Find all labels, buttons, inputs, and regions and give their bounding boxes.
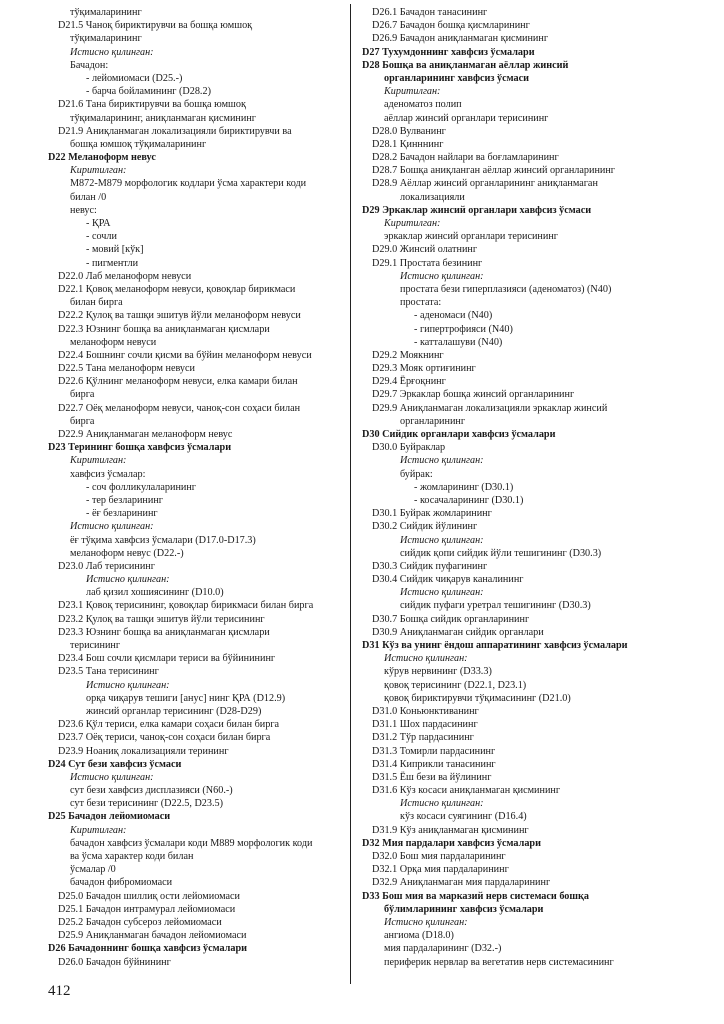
qualifier-label: Истисно қилинган: <box>86 679 170 691</box>
entry-line: D28.0 Вулванинг <box>372 125 446 137</box>
section-heading: D26 Бачадоннинг бошқа хавфсиз ўсмалари <box>48 943 248 955</box>
entry-line: эркаклар жинсий органлари терисининг <box>384 231 558 243</box>
entry-line: - соч фолликулаларининг <box>86 481 196 493</box>
section-heading: D29 Эркаклар жинсий органлари хавфсиз ўсмаси <box>362 204 592 216</box>
entry-line: билан /0 <box>70 191 107 203</box>
entry-line: мия пардаларининг (D32.-) <box>384 943 502 955</box>
entry-line: бирга <box>70 415 95 427</box>
entry-line: невус: <box>70 204 97 216</box>
qualifier-label: Истисно қилинган: <box>70 771 154 783</box>
entry-line: D29.4 Ёрғоқнинг <box>372 376 446 388</box>
entry-line: сийдик қопи сийдик йўли тешигининг (D30.3) <box>400 547 602 559</box>
entry-line: аёллар жинсий органлари терисининг <box>384 112 549 124</box>
entry-line: қовоқ бириктирувчи тўқимасининг (D21.0) <box>384 692 571 704</box>
entry-line: - катталашуви (N40) <box>414 336 503 348</box>
qualifier-label: Киритилган: <box>384 218 441 229</box>
qualifier-label: Истисно қилинган: <box>384 653 468 665</box>
entry-line: тўқималарининг <box>70 33 142 45</box>
entry-line: лаб қизил хошиясининг (D10.0) <box>86 587 224 599</box>
qualifier-label: Истисно қилинган: <box>400 798 484 810</box>
entry-line: - лейомиомаси (D25.-) <box>86 72 183 84</box>
entry-line: D30.9 Аниқланмаган сийдик органлари <box>372 626 544 638</box>
qualifier-label: Истисно қилинган: <box>400 534 484 546</box>
entry-line: D28.9 Аёллар жинсий органларининг аниқланмаган <box>372 178 598 190</box>
qualifier-label: Истисно қилинган: <box>400 270 484 282</box>
entry-line: бирга <box>70 389 95 401</box>
entry-line: D31.6 Кўз косаси аниқланмаган қисмининг <box>372 785 561 797</box>
entry-line: аденоматоз полип <box>384 99 462 111</box>
entry-line: жинсий органлар терисининг (D28-D29) <box>86 705 262 717</box>
entry-line: меланоформ невуси <box>70 336 157 348</box>
entry-line: D31.0 Коньюнктиванинг <box>372 705 479 717</box>
section-heading: D24 Сут бези хавфсиз ўсмаси <box>48 758 182 770</box>
entry-line: D29.3 Мояк ортиғининг <box>372 363 476 375</box>
entry-line: D25.1 Бачадон интрамурал лейомиомаси <box>58 903 236 915</box>
entry-line: - барча бойламининг (D28.2) <box>86 86 211 98</box>
entry-line: D22.4 Бошнинг сочли қисми ва бўйин меланоформ невуси <box>58 349 312 361</box>
entry-line: D32.9 Аниқланмаган мия пардаларининг <box>372 877 551 889</box>
entry-line: D25.2 Бачадон субсероз лейомиомаси <box>58 916 222 928</box>
entry-line: сийдик пуфаги уретрал тешигининг (D30.3) <box>400 600 591 612</box>
entry-line: D22.6 Қўлнинг меланоформ невуси, елка камари билан <box>58 376 298 388</box>
entry-line: сут бези терисининг (D22.5, D23.5) <box>70 798 224 810</box>
entry-line: D22.1 Қовоқ меланоформ невуси, қовоқлар бирикмаси <box>58 283 296 295</box>
entry-line: D22.5 Тана меланоформ невуси <box>58 363 195 375</box>
entry-line: сут бези хавфсиз дисплазияси (N60.-) <box>70 785 233 797</box>
entry-line: D29.9 Аниқланмаган локализацияли эркаклар жинсий <box>372 402 608 414</box>
section-heading: D27 Тухумдоннинг хавфсиз ўсмалари <box>362 46 535 58</box>
entry-line: D28.7 Бошқа аниқланган аёллар жинсий органларининг <box>372 165 615 177</box>
qualifier-label: Истисно қилинган: <box>86 574 170 586</box>
entry-line: D29.0 Жинсий олатнинг <box>372 244 478 256</box>
section-heading: D28 Бошқа ва аниқланмаган аёллар жинсий <box>362 59 569 71</box>
entry-line: D21.9 Аниқланмаган локализацияли бириктирувчи ва <box>58 125 292 137</box>
entry-line: - косачаларининг (D30.1) <box>414 494 524 506</box>
entry-line: D30.4 Сийдик чиқарув каналининг <box>372 574 524 586</box>
section-heading: D33 Бош мия ва марказий нерв системаси бошқа <box>362 890 589 902</box>
entry-line: D26.9 Бачадон аниқланмаган қисмининг <box>372 33 549 45</box>
entry-line: D30.1 Буйрак жомларининг <box>372 508 492 520</box>
entry-line: D25.9 Аниқланмаган бачадон лейомиомаси <box>58 930 247 942</box>
entry-line: D23.2 Қулоқ ва ташқи эшитув йўли терисининг <box>58 613 265 625</box>
entry-line: бошқа юмшоқ тўқималарининг <box>70 138 207 150</box>
entry-line: D23.7 Оёқ териси, чаноқ-сон соҳаси билан бирга <box>58 732 271 744</box>
qualifier-label: Истисно қилинган: <box>400 587 484 599</box>
entry-line: D29.7 Эркаклар бошқа жинсий органларининг <box>372 389 575 401</box>
entry-line: тўқималарининг <box>70 7 142 18</box>
entry-line: D30.0 Буйраклар <box>372 442 446 454</box>
entry-line: терисининг <box>70 640 121 651</box>
entry-line: D23.9 Ноаниқ локализацияли терининг <box>58 745 229 757</box>
entry-line: D25.0 Бачадон шиллиқ ости лейомиомаси <box>58 890 240 902</box>
entry-line: D21.5 Чаноқ бириктирувчи ва бошқа юмшоқ <box>58 20 253 32</box>
entry-line: ўсмалар /0 <box>70 864 116 876</box>
entry-line: D31.4 Киприкли танасининг <box>372 758 496 770</box>
qualifier-label: Истисно қилинган: <box>384 916 468 928</box>
entry-line: қовоқ терисининг (D22.1, D23.1) <box>384 679 527 691</box>
qualifier-label: Киритилган: <box>70 455 127 467</box>
qualifier-label: Истисно қилинган: <box>400 455 484 467</box>
entry-line: D28.2 Бачадон найлари ва боғламларининг <box>372 152 559 164</box>
entry-line: органларининг <box>400 415 466 427</box>
entry-line: ангиома (D18.0) <box>384 930 454 942</box>
entry-line: D21.6 Тана бириктирувчи ва бошқа юмшоқ <box>58 99 246 111</box>
entry-line: - мовий [кўк] <box>86 244 144 256</box>
entry-line: D22.7 Оёқ меланоформ невуси, чаноқ-сон соҳаси билан <box>58 402 301 414</box>
entry-line: D22.9 Аниқланмаган меланоформ невус <box>58 429 233 440</box>
right-column <box>362 6 668 969</box>
entry-line: D29.1 Простата безининг <box>372 257 483 269</box>
entry-line: D32.0 Бош мия пардаларининг <box>372 851 506 862</box>
entry-line: D28.1 Қинннинг <box>372 138 444 150</box>
qualifier-label: Истисно қилинган: <box>70 46 154 58</box>
entry-line: бачадон фибромиомаси <box>70 877 173 889</box>
qualifier-label: Киритилган: <box>70 165 127 177</box>
entry-line: ёғ тўқима хавфсиз ўсмалари (D17.0-D17.3) <box>70 534 256 546</box>
entry-line: бачадон хавфсиз ўсмалари коди М889 морфологик коди <box>70 837 313 849</box>
section-heading: D31 Кўз ва унинг ёндош аппаратининг хавфсиз ўсмалари <box>362 640 628 651</box>
entry-line: ва ўсма характер коди билан <box>70 851 194 862</box>
entry-line: простата: <box>400 297 442 309</box>
entry-line: D30.7 Бошқа сийдик органларининг <box>372 613 530 625</box>
entry-line: D26.7 Бачадон бошқа қисмларининг <box>372 20 530 32</box>
entry-line: меланоформ невус (D22.-) <box>70 547 184 559</box>
entry-line: простата бези гиперплазияси (аденоматоз) (N40) <box>400 283 612 295</box>
entry-line: D26.0 Бачадон бўйнининг <box>58 956 171 968</box>
section-heading: D22 Меланоформ невус <box>48 152 156 164</box>
entry-line: локализацияли <box>400 191 465 203</box>
entry-line: D31.3 Томирли пардасининг <box>372 745 496 757</box>
section-heading: D25 Бачадон лейомиомаси <box>48 811 171 823</box>
entry-line: - ёғ безларининг <box>86 508 158 520</box>
entry-line: - сочли <box>86 231 117 243</box>
section-heading: D23 Терининг бошқа хавфсиз ўсмалари <box>48 442 232 454</box>
entry-line: D23.6 Қўл териси, елка камари соҳаси билан бирга <box>58 719 280 731</box>
section-heading: бўлимларининг хавфсиз ўсмалари <box>384 903 544 915</box>
entry-line: тўқималарининг, аниқланмаган қисмининг <box>70 112 256 124</box>
page-number: 412 <box>48 983 71 999</box>
entry-line: D31.1 Шох пардасининг <box>372 719 478 731</box>
entry-line: D22.3 Юзнинг бошқа ва аниқланмаган қисмлари <box>58 323 270 335</box>
section-heading: органларининг хавфсиз ўсмаси <box>384 72 530 84</box>
entry-line: хавфсиз ўсмалар: <box>70 468 146 480</box>
entry-line: D30.2 Сийдик йўлининг <box>372 521 478 533</box>
entry-line: D23.4 Бош сочли қисмлари териси ва бўйинининг <box>58 653 276 665</box>
entry-line: D31.9 Кўз аниқланмаган қисмининг <box>372 824 529 836</box>
entry-line: - тер безларининг <box>86 494 163 506</box>
entry-line: D32.1 Орқа мия пардаларининг <box>372 864 509 876</box>
section-heading: D30 Сийдик органлари хавфсиз ўсмалари <box>362 429 556 440</box>
section-heading: D32 Мия пардалари хавфсиз ўсмалари <box>362 837 541 849</box>
entry-line: D29.2 Моякнинг <box>372 349 444 361</box>
entry-line: D30.3 Сийдик пуфагининг <box>372 560 488 572</box>
entry-line: - ҚРА <box>86 218 111 229</box>
entry-line: кўрув нервининг (D33.3) <box>384 666 492 678</box>
entry-line: билан бирга <box>70 297 123 309</box>
entry-line: буйрак: <box>400 468 433 480</box>
entry-line: орқа чиқарув тешиги [ануc] нинг ҚРА (D12.9) <box>86 692 286 704</box>
entry-line: - гипертрофияси (N40) <box>414 323 513 335</box>
qualifier-label: Киритилган: <box>384 86 441 98</box>
entry-line: D23.5 Тана терисининг <box>58 666 159 678</box>
qualifier-label: Истисно қилинган: <box>70 521 154 533</box>
column-divider <box>350 4 351 984</box>
entry-line: D31.5 Ёш бези ва йўлининг <box>372 771 492 783</box>
entry-line: D23.3 Юзнинг бошқа ва аниқланмаган қисмлари <box>58 626 270 638</box>
entry-line: - пигментли <box>86 257 139 269</box>
entry-line: D22.2 Қулоқ ва ташқи эшитув йўли меланоформ невуси <box>58 310 301 322</box>
entry-line: - жомларининг (D30.1) <box>414 481 514 493</box>
entry-line: периферик нервлар ва вегетатив нерв системасининг <box>384 956 614 968</box>
qualifier-label: Киритилган: <box>70 824 127 836</box>
entry-line: D22.0 Лаб меланоформ невуси <box>58 270 192 282</box>
entry-line: - аденомаси (N40) <box>414 310 493 322</box>
entry-line: D23.0 Лаб терисининг <box>58 560 155 572</box>
entry-line: D23.1 Қовоқ терисининг, қовоқлар бирикмаси билан бирга <box>58 600 314 612</box>
entry-line: D31.2 Тўр пардасининг <box>372 732 474 744</box>
entry-line: М872-М879 морфологик кодлари ўсма характери коди <box>70 178 307 190</box>
entry-line: D26.1 Бачадон танасининг <box>372 7 488 18</box>
entry-line: кўз косаси суягининг (D16.4) <box>400 811 527 823</box>
entry-line: Бачадон: <box>70 59 109 71</box>
left-column <box>48 6 354 969</box>
